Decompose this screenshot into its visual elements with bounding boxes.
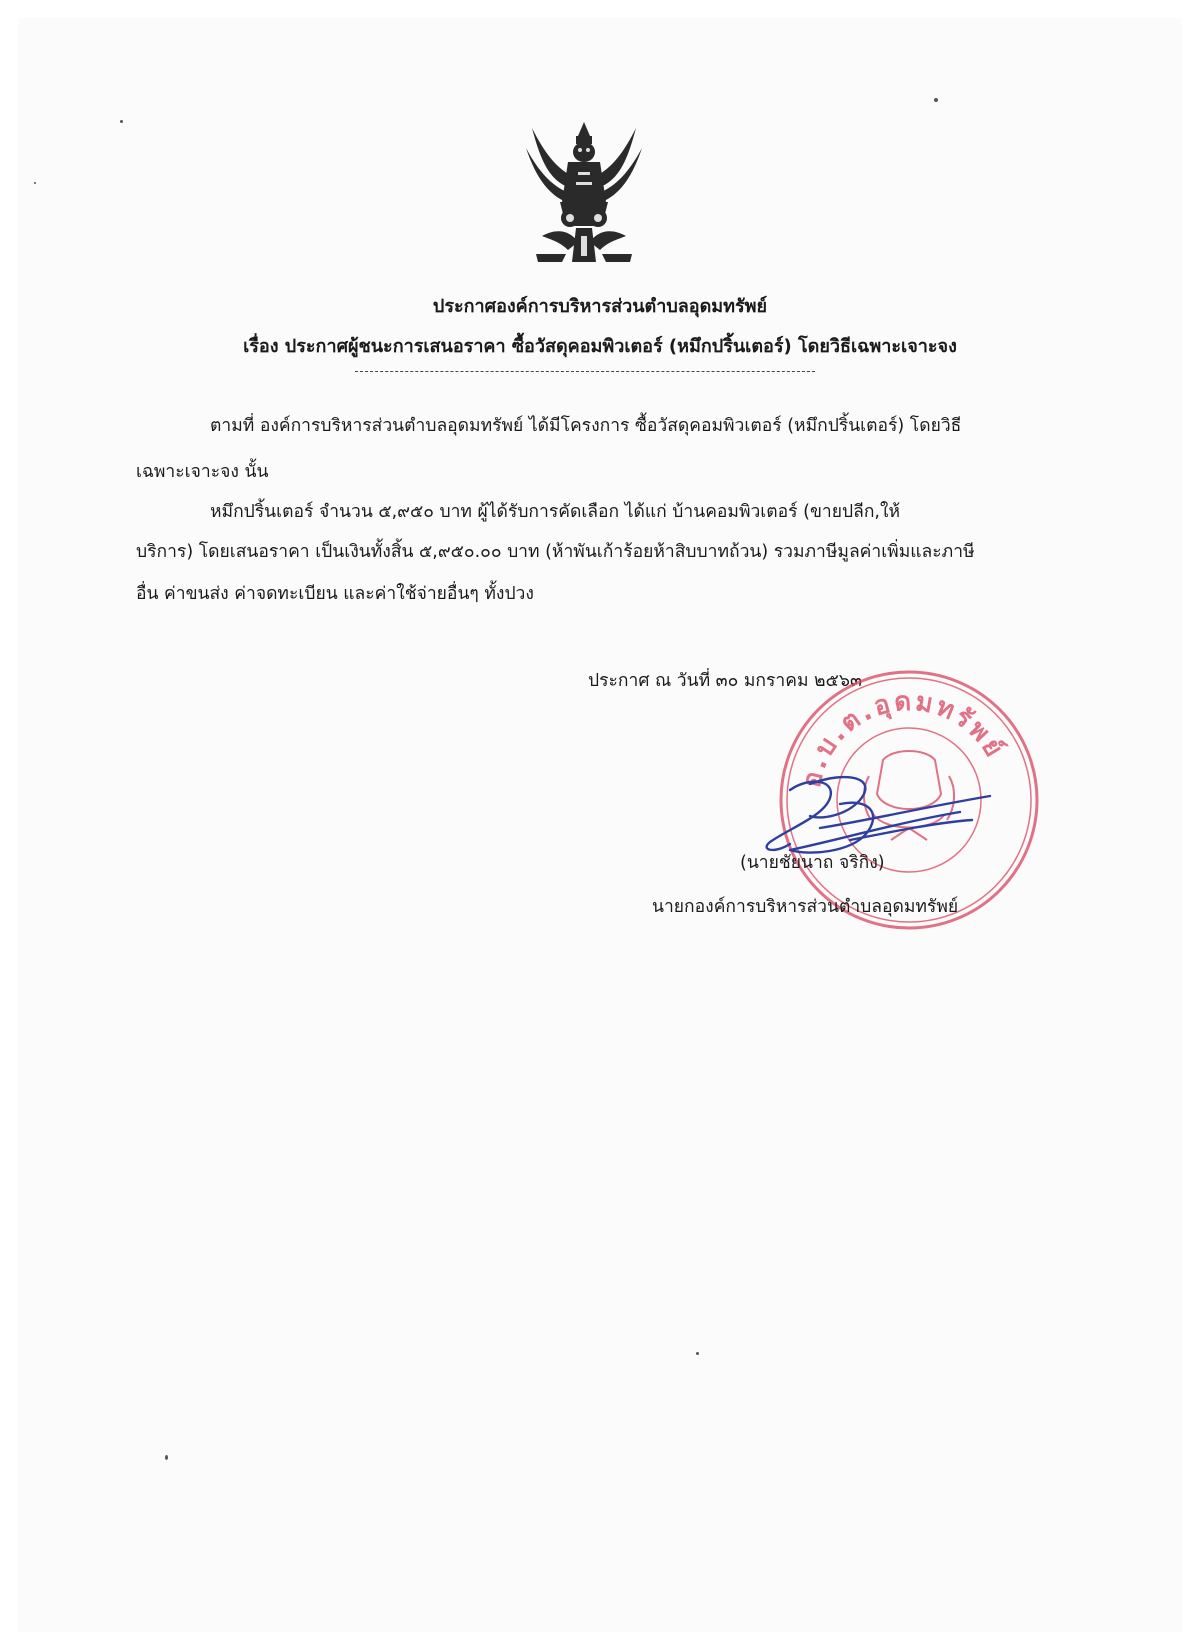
signer-name: (นายชัยนาถ จริกิง)	[740, 853, 885, 873]
garuda-emblem-icon	[522, 118, 646, 268]
paragraph-1-line-2: เฉพาะเจาะจง นั้น	[136, 462, 269, 482]
announcement-date: ประกาศ ณ วันที่ ๓๐ มกราคม ๒๕๖๓	[588, 671, 862, 691]
title-divider	[355, 371, 815, 372]
paragraph-2-line-3: อื่น ค่าขนส่ง ค่าจดทะเบียน และค่าใช้จ่ายอื่นๆ ทั้งปวง	[136, 584, 534, 604]
scan-speck	[934, 98, 938, 102]
svg-text:อ.บ.ต.อุดมทรัพย์: อ.บ.ต.อุดมทรัพย์	[796, 686, 1011, 791]
scan-speck	[34, 182, 36, 184]
paragraph-2-line-2: บริการ) โดยเสนอราคา เป็นเงินทั้งสิ้น ๕,๙๕๐.๐๐ บาท (ห้าพันเก้าร้อยห้าสิบบาทถ้วน) รวมภาษีมูลค่าเพิ่มและภาษี	[136, 542, 975, 562]
paragraph-1-line-1: ตามที่ องค์การบริหารส่วนตำบลอุดมทรัพย์ ได้มีโครงการ ซื้อวัสดุคอมพิวเตอร์ (หมึกปริ้นเตอร์) โดยวิธี	[210, 416, 962, 436]
scan-speck	[120, 120, 123, 123]
scan-speck	[165, 1455, 168, 1460]
paragraph-2-line-1: หมึกปริ้นเตอร์ จำนวน ๕,๙๕๐ บาท ผู้ได้รับการคัดเลือก ได้แก่ บ้านคอมพิวเตอร์ (ขายปลีก,ให้	[210, 502, 901, 522]
announcement-subject: เรื่อง ประกาศผู้ชนะการเสนอราคา ซื้อวัสดุคอมพิวเตอร์ (หมึกปริ้นเตอร์) โดยวิธีเฉพาะเจาะจง	[243, 336, 957, 357]
scan-speck	[696, 1352, 699, 1355]
signer-title: นายกองค์การบริหารส่วนตำบลอุดมทรัพย์	[652, 897, 959, 917]
announcement-title: ประกาศองค์การบริหารส่วนตำบลอุดมทรัพย์	[432, 296, 768, 317]
